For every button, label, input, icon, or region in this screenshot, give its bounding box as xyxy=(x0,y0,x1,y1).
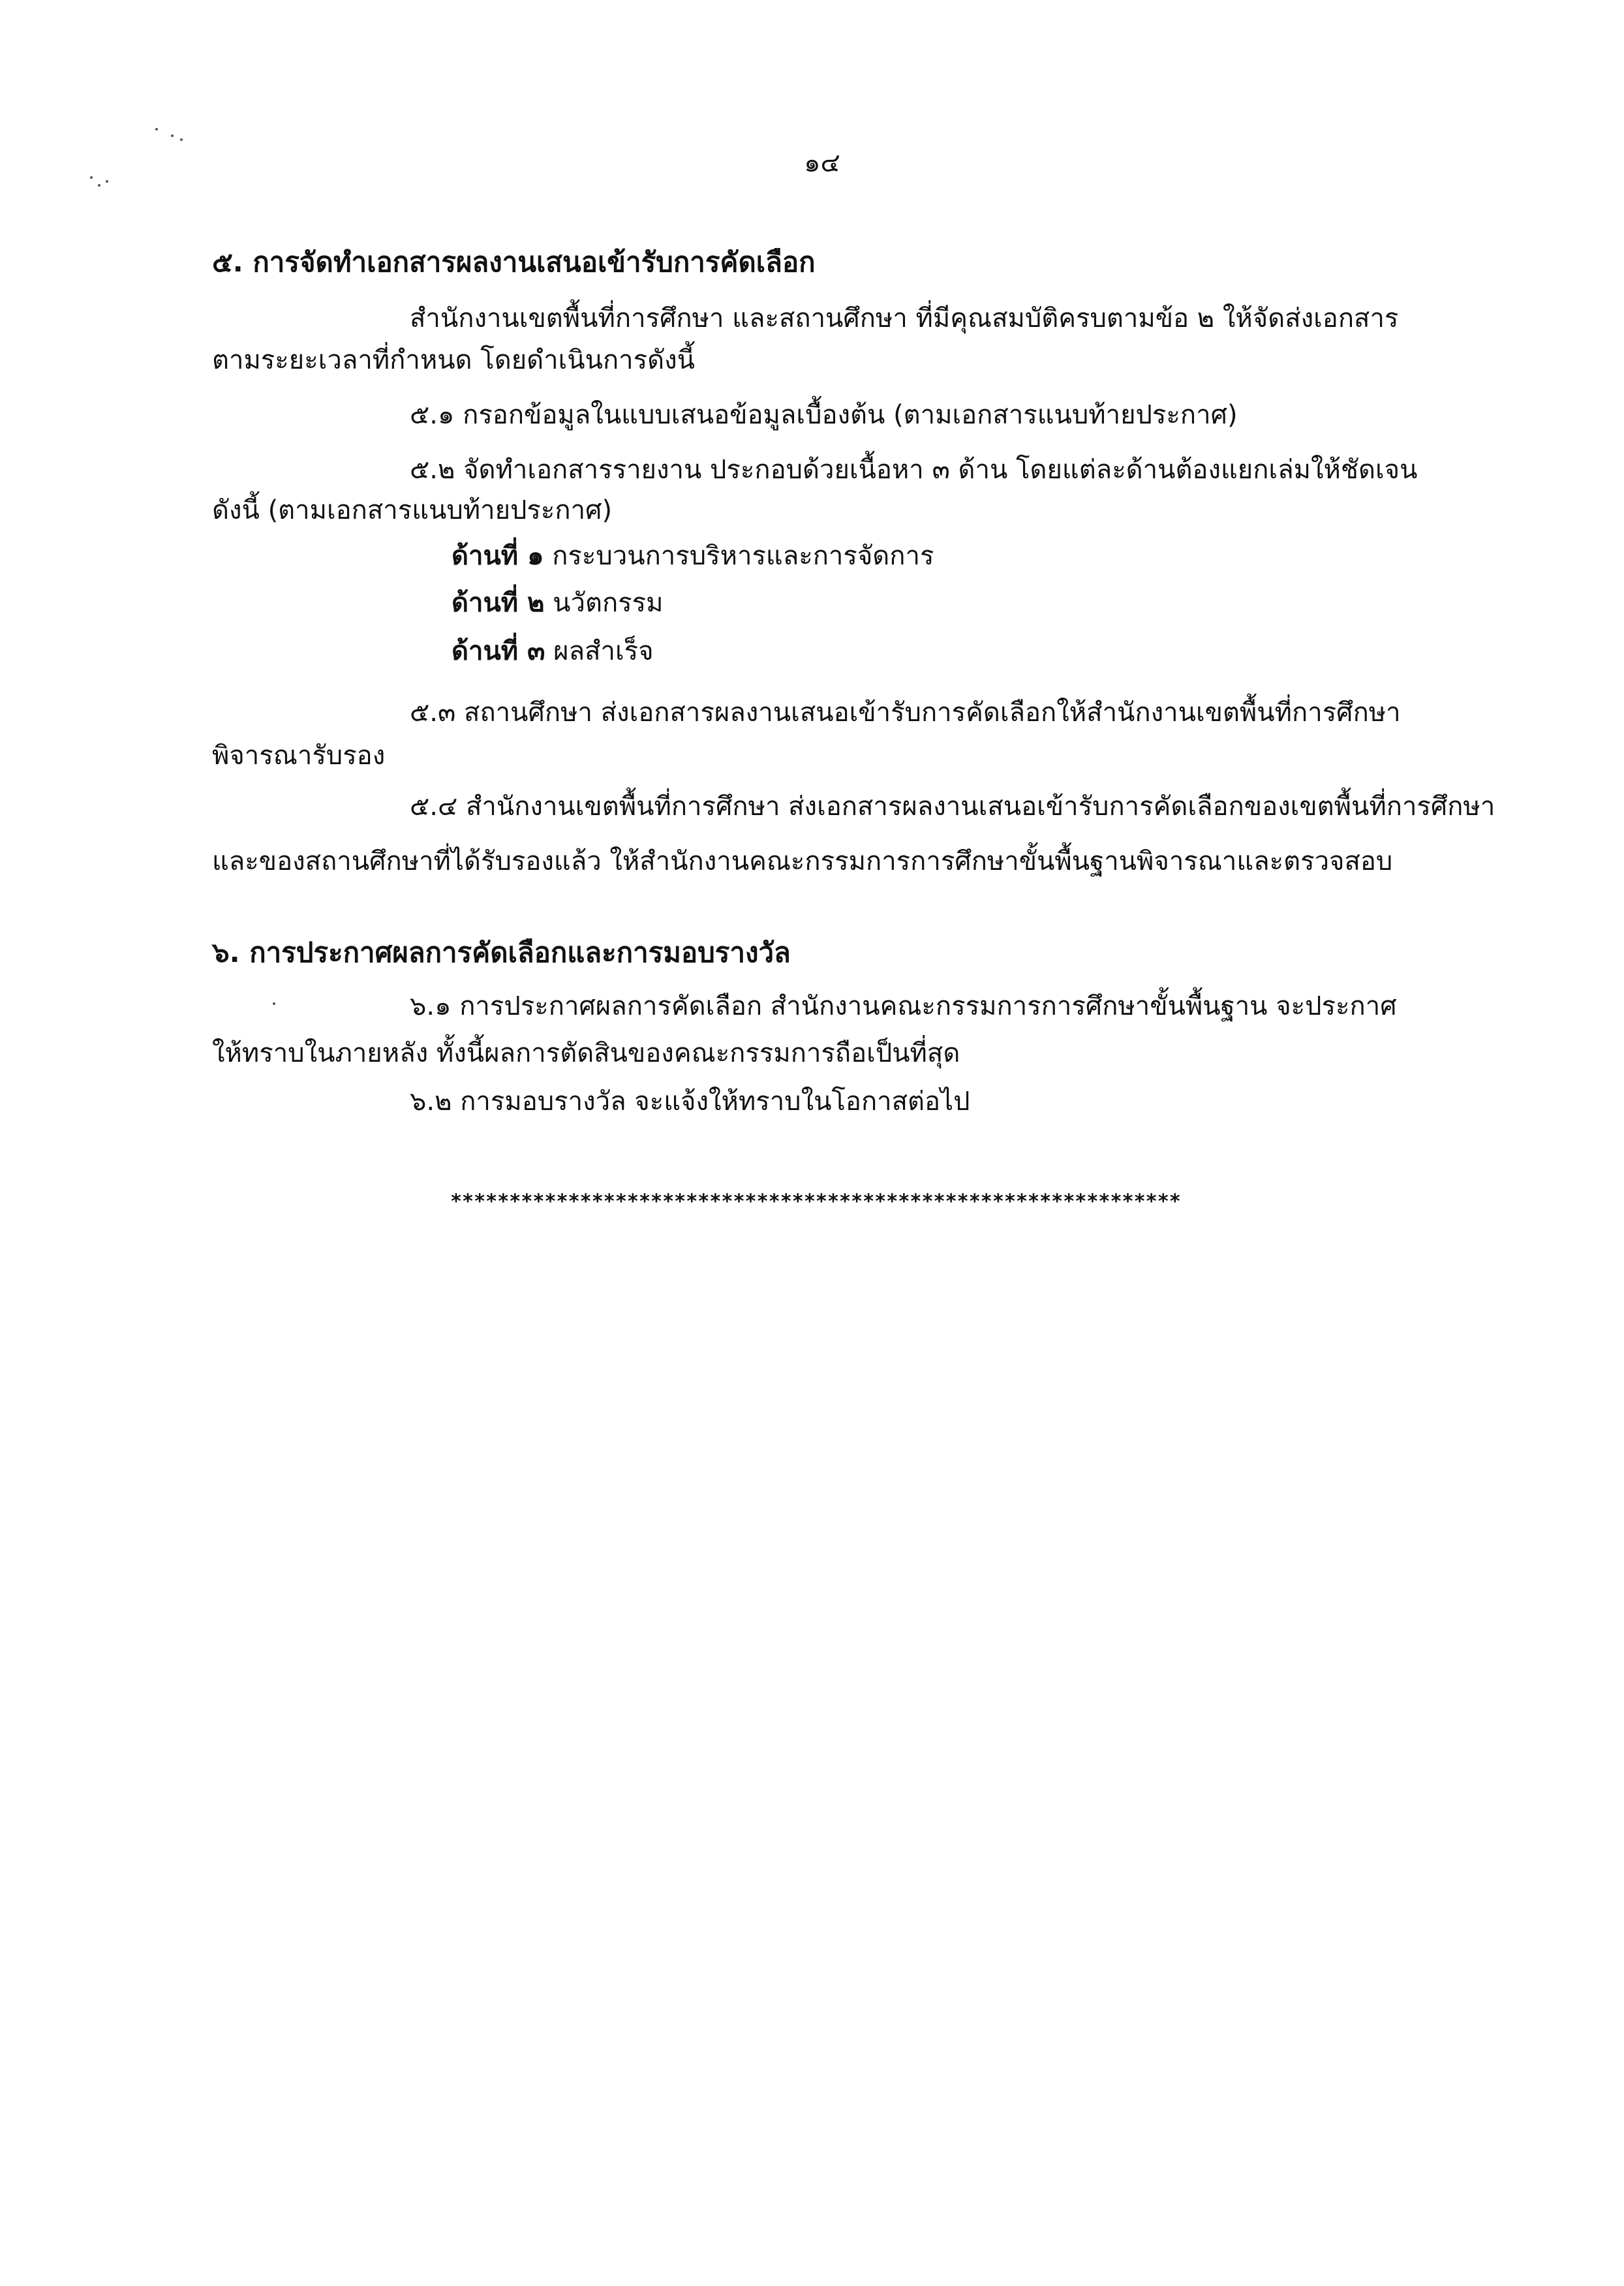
aspect-2-text: นวัตกรรม xyxy=(553,588,664,618)
aspect-2 xyxy=(452,583,664,623)
aspect-3 xyxy=(452,632,654,671)
scan-speck xyxy=(180,138,183,141)
aspect-3-label: ด้านที่ ๓ xyxy=(452,636,545,666)
section6-heading: ๖. การประกาศผลการคัดเลือกและการมอบรางวัล xyxy=(212,936,791,968)
section6-item2: ๖.๒ การมอบรางวัล จะแจ้งให้ทราบในโอกาสต่อไป xyxy=(410,1087,970,1117)
scan-speck xyxy=(155,128,158,131)
scan-speck xyxy=(171,134,174,137)
aspect-1-text: กระบวนการบริหารและการจัดการ xyxy=(552,541,934,571)
scan-speck xyxy=(98,184,100,187)
scan-speck xyxy=(273,1002,275,1005)
section5-heading: ๕. การจัดทำเอกสารผลงานเสนอเข้ารับการคัดเลือก xyxy=(212,246,816,278)
section5-item2-line2: ดังนี้ (ตามเอกสารแนบท้ายประกาศ) xyxy=(212,495,613,525)
section6-item1-line1: ๖.๑ การประกาศผลการคัดเลือก สำนักงานคณะกรรมการการศึกษาขั้นพื้นฐาน จะประกาศ xyxy=(410,991,1397,1021)
section5-item1: ๕.๑ กรอกข้อมูลในแบบเสนอข้อมูลเบื้องต้น (ตามเอกสารแนบท้ายประกาศ) xyxy=(410,400,1238,430)
scan-speck xyxy=(106,180,108,183)
section5-item4-line2: และของสถานศึกษาที่ได้รับรองแล้ว ให้สำนักงานคณะกรรมการการศึกษาขั้นพื้นฐานพิจารณาและตรวจสอบ xyxy=(212,846,1393,876)
end-marker: ************************************************************** xyxy=(450,1190,1181,1213)
aspect-1 xyxy=(452,536,934,576)
section5-item4-line1: ๕.๔ สำนักงานเขตพื้นที่การศึกษา ส่งเอกสารผลงานเสนอเข้ารับการคัดเลือกของเขตพื้นที่การศึกษา xyxy=(410,792,1495,822)
section5-item3-line2: พิจารณารับรอง xyxy=(212,741,386,771)
section6-item1-line2: ให้ทราบในภายหลัง ทั้งนี้ผลการตัดสินของคณะกรรมการถือเป็นที่สุด xyxy=(212,1038,960,1068)
scan-speck xyxy=(90,176,93,179)
page-number: ๑๔ xyxy=(804,148,840,178)
section5-item2-line1: ๕.๒ จัดทำเอกสารรายงาน ประกอบด้วยเนื้อหา ๓ ด้าน โดยแต่ละด้านต้องแยกเล่มให้ชัดเจน xyxy=(410,455,1418,485)
aspect-1-label: ด้านที่ ๑ xyxy=(452,541,544,571)
aspect-2-label: ด้านที่ ๒ xyxy=(452,588,545,618)
aspect-3-text: ผลสำเร็จ xyxy=(553,636,654,666)
section5-intro-line2: ตามระยะเวลาที่กำหนด โดยดำเนินการดังนี้ xyxy=(212,345,695,375)
section5-item3-line1: ๕.๓ สถานศึกษา ส่งเอกสารผลงานเสนอเข้ารับการคัดเลือกให้สำนักงานเขตพื้นที่การศึกษา xyxy=(410,698,1401,728)
section5-intro-line1: สำนักงานเขตพื้นที่การศึกษา และสถานศึกษา ที่มีคุณสมบัติครบตามข้อ ๒ ให้จัดส่งเอกสาร xyxy=(410,303,1399,333)
